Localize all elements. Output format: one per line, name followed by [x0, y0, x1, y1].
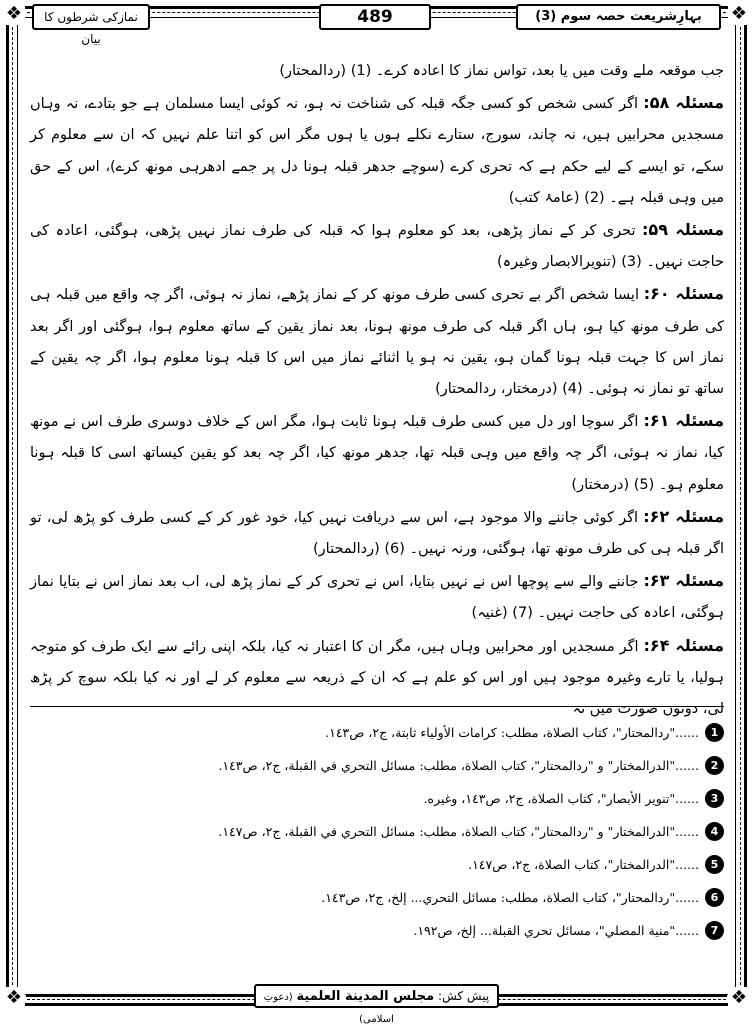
- chapter-title: نمازکی شرطوں کا بیان: [32, 4, 150, 30]
- footnote-number: 7: [705, 921, 724, 940]
- footnote-item: [30, 815, 724, 848]
- footnote-number: 6: [705, 888, 724, 907]
- masala-64: [30, 630, 724, 726]
- page-number: 489: [319, 4, 431, 30]
- corner-ornament-icon: ❖: [3, 987, 25, 1009]
- footnote-text: ......"الدرالمختار" و "ردالمحتار"، كتاب الصلاة، مطلب: مسائل التحري في القبلة، ج٢، ص١٤٧.: [218, 823, 699, 839]
- footnote-item: [30, 716, 724, 749]
- paragraph-text: اگر کسی شخص کو کسی جگہ قبلہ کی شناخت نہ ہو، نہ کوئی ایسا مسلمان ہے جو بتادے، نہ وہاں مسجدیں محرابیں ہیں، نہ چاند، سورج، ستارے نکلے ہوں یا ہوں مگر اس کو اتنا علم نہیں کہ ان سے معلوم کر سکے، تو ایسے کے لیے حکم ہے کہ تحری کرے (سوچے جدھر قبلہ ہونا دل پر جمے ادھرہی مونھ کرے)، اس کے حق میں وہی قبلہ ہے۔ (2) (عامۂ کتب): [30, 96, 724, 206]
- masala-58: [30, 87, 724, 214]
- footnote-text: ......"الدرالمختار"، كتاب الصلاة، ج٢، ص١٤٧.: [468, 856, 699, 872]
- masala-label: مسئلہ ۵۹:: [642, 220, 724, 240]
- footnote-text: ......"الدرالمختار" و "ردالمحتار"، كتاب الصلاة، مطلب: مسائل التحري في القبلة، ج٢، ص١٤٣.: [218, 757, 699, 773]
- footnote-item: [30, 848, 724, 881]
- footnote-text: ......"تنوير الأبصار"، كتاب الصلاة، ج٢، ص١٤٣، وغيره.: [423, 790, 699, 806]
- masala-61: [30, 405, 724, 501]
- corner-ornament-icon: ❖: [728, 987, 750, 1009]
- masala-60: [30, 278, 724, 405]
- footnote-text: ......"ردالمحتار"، كتاب الصلاة، مطلب: مسائل التحري... إلخ، ج٢، ص١٤٣.: [321, 889, 699, 905]
- paragraph-text: جب موقعہ ملے وقت میں یا بعد، تواس نماز کا اعادہ کرے۔ (1) (ردالمحتار): [279, 63, 724, 79]
- masala-label: مسئلہ ۵۸:: [643, 93, 725, 113]
- paragraph-text: ایسا شخص اگر بے تحری کسی طرف مونھ کر کے نماز پڑھے، نماز نہ ہوئی، اگر چہ واقع میں قبلہ ہی کی طرف مونھ کیا ہو، ہاں اگر قبلہ کی طرف مونھ ہونا، بعد نماز یقین کے ساتھ معلوم ہوا، ہوگئی اور اگر بعد نماز اس کا جہت قبلہ ہونا گمان ہو، یقین نہ ہو یا اثنائے نماز میں اس کا قبلہ ہونا معلوم ہوا، اگر چہ یقین کے ساتھ تو نماز نہ ہوئی۔ (4) (درمختار، ردالمحتار): [30, 287, 724, 398]
- masala-label: مسئلہ ۶۴:: [643, 635, 725, 655]
- corner-ornament-icon: ❖: [3, 3, 25, 25]
- paragraph-text: اگر سوچا اور دل میں کسی طرف قبلہ ہونا ثابت ہوا، مگر اس کے خلاف دوسری طرف اس نے مونھ کیا، نماز نہ ہوئی، اگر چہ واقع میں وہی قبلہ تھا، جدھر مونھ کیا، اگر چہ بعد کو یقین کیساتھ اسی کا قبلہ ہونا معلوم ہو۔ (5) (درمختار): [30, 414, 724, 493]
- footer-prefix: پیش کش:: [438, 989, 490, 1003]
- paragraph-text: اگر مسجدیں اور محرابیں وہاں ہیں، مگر ان کا اعتبار نہ کیا، بلکہ اپنی رائے سے ایک طرف کو متوجہ ہولیا، یا تارے وغیرہ موجود ہیں اور اس کو علم ہے کہ ان کے ذریعہ سے معلوم کر لے اور نہ کیا بلکہ سوچ کر پڑھ لی، دونوں صورت میں نہ: [30, 638, 724, 718]
- page-footer: [26, 984, 727, 1025]
- page-header: [26, 4, 727, 46]
- paragraph-text: جاننے والے سے پوچھا اس نے نہیں بتایا، اس نے تحری کر کے نماز پڑھ لی، اب بعد نماز اس نے بتایا نماز ہوگئی، اعادہ کی حاجت نہیں۔ (7) (غنیہ): [30, 574, 724, 622]
- footnote-number: 3: [705, 789, 724, 808]
- main-text: [30, 56, 724, 725]
- book-title: بہارِشریعت حصہ سوم (3): [516, 4, 721, 30]
- masala-label: مسئلہ ۶۳:: [643, 571, 724, 591]
- footnote-divider: [30, 706, 724, 707]
- masala-label: مسئلہ ۶۲:: [643, 506, 724, 526]
- paragraph: [30, 56, 724, 87]
- masala-label: مسئلہ ۶۰:: [643, 284, 724, 304]
- footnote-number: 2: [705, 756, 724, 775]
- publisher-name: مجلس المدينة العلمية: [296, 989, 435, 1004]
- publisher-org: (دعوتِ اسلامی): [263, 992, 394, 1025]
- footnote-text: ......"ردالمحتار"، كتاب الصلاة، مطلب: كرامات الأولياء ثابتة، ج٢، ص١٤٣.: [325, 724, 699, 740]
- footnote-item: [30, 749, 724, 782]
- masala-63: [30, 565, 724, 629]
- paragraph-text: اگر کوئی جاننے والا موجود ہے، اس سے دریافت نہیں کیا، خود غور کر کے کسی طرف کو پڑھ لی، تو اگر قبلہ ہی کی طرف مونھ تھا، ہوگئی، ورنہ نہیں۔ (6) (ردالمحتار): [30, 509, 724, 558]
- footnote-text: ......"منية المصلي"، مسائل تحري القبلة... إلخ، ص١٩٢.: [413, 922, 699, 938]
- footnote-item: [30, 914, 724, 947]
- footnotes: [30, 716, 724, 947]
- footnote-number: 1: [705, 723, 724, 742]
- corner-ornament-icon: ❖: [728, 3, 750, 25]
- publisher-credit: [254, 984, 499, 1025]
- paragraph-text: تحری کر کے نماز پڑھی، بعد کو معلوم ہوا کہ قبلہ کی طرف نماز نہیں پڑھی، ہوگئی، اعادہ کی حاجت نہیں۔ (3) (تنویرالابصار وغیرہ): [30, 223, 724, 271]
- footnote-number: 5: [705, 855, 724, 874]
- masala-59: [30, 214, 724, 278]
- masala-label: مسئلہ ۶۱:: [643, 411, 724, 431]
- footnote-item: [30, 782, 724, 815]
- masala-62: [30, 501, 724, 565]
- footnote-number: 4: [705, 822, 724, 841]
- footnote-item: [30, 881, 724, 914]
